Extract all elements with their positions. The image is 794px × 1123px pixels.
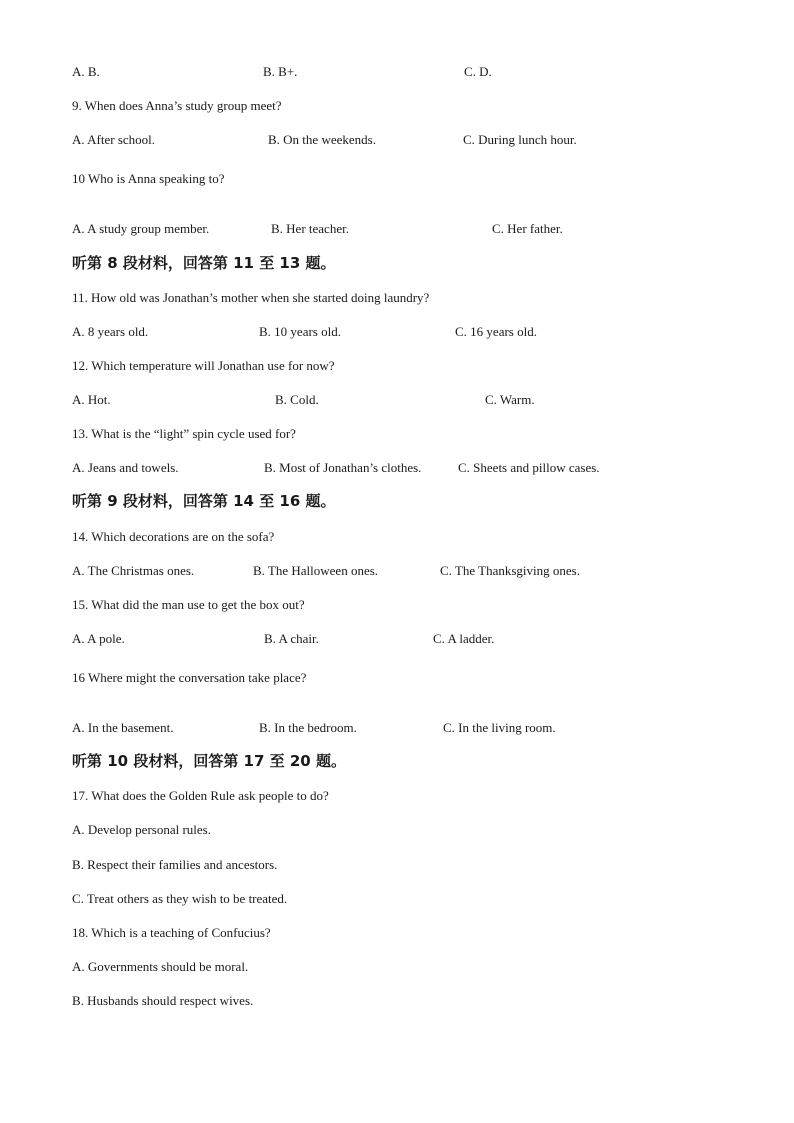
question-11: 11. How old was Jonathan’s mother when she started doing laundry? [72, 290, 430, 305]
option-c: C. Her father. [492, 221, 563, 236]
question-16: 16 Where might the conversation take place? [72, 670, 307, 685]
question-9: 9. When does Anna’s study group meet? [72, 98, 282, 113]
option-a: A. Hot. [72, 392, 111, 407]
section-heading-8: 听第 8 段材料，回答第 11 至 13 题。 [72, 254, 336, 272]
option-a: A. 8 years old. [72, 324, 149, 339]
option-c: C. 16 years old. [455, 324, 537, 339]
option-b: B. Her teacher. [271, 221, 349, 236]
question-13: 13. What is the “light” spin cycle used for? [72, 426, 296, 441]
option-c: C. The Thanksgiving ones. [440, 563, 580, 578]
option-a: A. A pole. [72, 631, 125, 646]
question-12: 12. Which temperature will Jonathan use for now? [72, 358, 335, 373]
question-17: 17. What does the Golden Rule ask people to do? [72, 788, 329, 803]
option-b: B. The Halloween ones. [253, 563, 379, 578]
option-b: B. B+. [263, 64, 298, 79]
option-c: C. Treat others as they wish to be treated. [72, 891, 288, 906]
option-a: A. Develop personal rules. [72, 822, 211, 837]
option-b: B. A chair. [264, 631, 319, 646]
question-18: 18. Which is a teaching of Confucius? [72, 925, 271, 940]
option-a: A. Governments should be moral. [72, 959, 249, 974]
option-b: B. In the bedroom. [259, 720, 357, 735]
option-c: C. D. [464, 64, 492, 79]
option-c: C. Sheets and pillow cases. [458, 460, 600, 475]
option-c: C. In the living room. [443, 720, 556, 735]
option-a: A. Jeans and towels. [72, 460, 179, 475]
option-b: B. Respect their families and ancestors. [72, 857, 278, 872]
option-b: B. Husbands should respect wives. [72, 993, 254, 1008]
question-10: 10 Who is Anna speaking to? [72, 171, 225, 186]
option-b: B. 10 years old. [259, 324, 341, 339]
option-a: A. B. [72, 64, 100, 79]
option-c: C. A ladder. [433, 631, 495, 646]
option-c: C. Warm. [485, 392, 535, 407]
option-a: A. A study group member. [72, 221, 210, 236]
option-a: A. The Christmas ones. [72, 563, 195, 578]
option-c: C. During lunch hour. [463, 132, 577, 147]
section-heading-10: 听第 10 段材料，回答第 17 至 20 题。 [72, 752, 346, 770]
question-15: 15. What did the man use to get the box out? [72, 597, 305, 612]
option-b: B. Cold. [275, 392, 319, 407]
option-b: B. Most of Jonathan’s clothes. [264, 460, 422, 475]
option-a: A. After school. [72, 132, 156, 147]
option-b: B. On the weekends. [268, 132, 376, 147]
section-heading-9: 听第 9 段材料，回答第 14 至 16 题。 [72, 492, 336, 510]
question-14: 14. Which decorations are on the sofa? [72, 529, 275, 544]
option-a: A. In the basement. [72, 720, 174, 735]
